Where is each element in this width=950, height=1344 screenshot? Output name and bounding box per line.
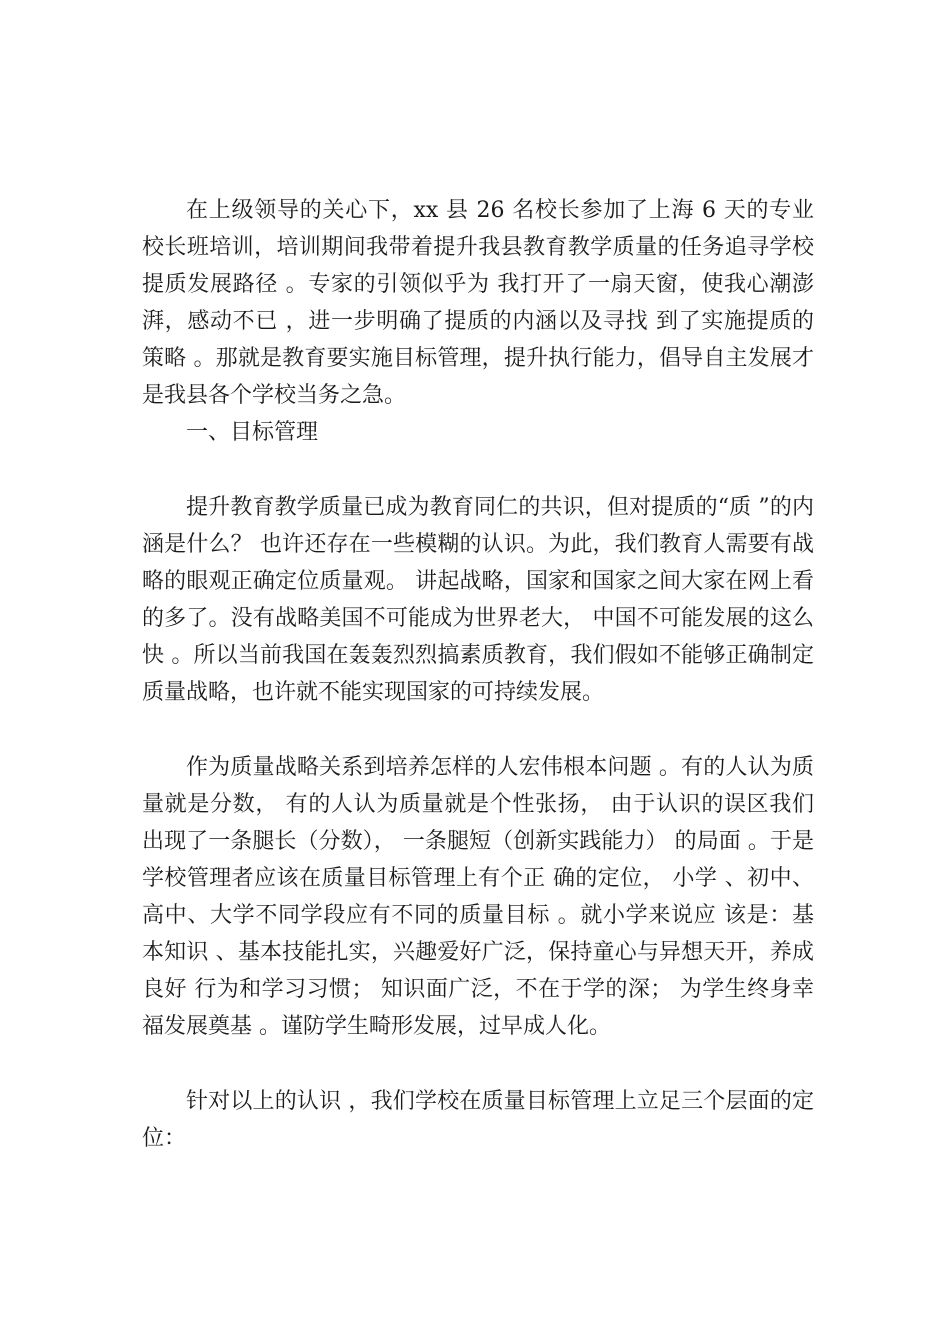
body-paragraph: 针对以上的认识 ，我们学校在质量目标管理上立足三个层面的定位： xyxy=(142,1089,814,1151)
document-body xyxy=(142,192,814,1157)
body-paragraph: 作为质量战略关系到培养怎样的人宏伟根本问题 。有的人认为质量就是分数， 有的人认为质量就是个性张扬， 由于认识的误区我们出现了一条腿长（分数）， 一条腿短（创新实践能力） 的局面 。于是学校管理者应该在质量目标管理上有个正 确的定位， 小学 、初中、高中、大学不同学段应有不同的质量目标 。就小学来说应 该是：基本知识 、基本技能扎实，兴趣爱好广泛，保持童心与异想天开，养成良好 行为和学习习惯； 知识面广泛，不在于学的深； 为学生终身幸福发展奠基 。谨防学生畸形发展，过早成人化。 xyxy=(142,755,814,1039)
section-heading: 一、目标管理 xyxy=(186,420,319,445)
body-paragraph: 提升教育教学质量已成为教育同仁的共识，但对提质的“质 ”的内涵是什么？ 也许还存在一些模糊的认识。为此，我们教育人需要有战略的眼观正确定位质量观。 讲起战略，国家和国家之间大家在网上看的多了。没有战略美国不可能成为世界老大， 中国不可能发展的这么快 。所以当前我国在轰轰烈烈搞素质教育，我们假如不能够正确制定质量战略，也许就不能实现国家的可持续发展。 xyxy=(142,495,814,705)
intro-paragraph: 在上级领导的关心下，xx 县 26 名校长参加了上海 6 天的专业校长班培训，培训期间我带着提升我县教育教学质量的任务追寻学校提质发展路径 。专家的引领似乎为 我打开了一扇天窗，使我心潮澎湃，感动不已 ，进一步明确了提质的内涵以及寻找 到了实施提质的策略 。那就是教育要实施目标管理，提升执行能力，倡导自主发展才是我县各个学校当务之急。 xyxy=(142,198,814,408)
